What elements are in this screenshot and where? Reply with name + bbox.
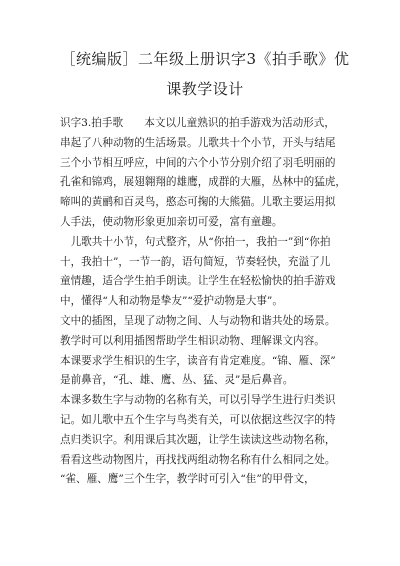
body-line: 是前鼻音，“孔、雄、鹰、丛、猛、灵”是后鼻音。 — [60, 374, 294, 387]
body-line: 文中的插图，呈现了动物之间、人与动物和谐共处的场景。 — [60, 314, 336, 327]
body-line: 人手法，使动物形象更加亲切可爱，富有童趣。 — [60, 215, 283, 228]
body-line: 教学时可以利用插图帮助学生相识动物、理解课文内容。 — [60, 334, 325, 347]
body-line: 点归类识字。利用课后其次题，让学生读读这些动物名称， — [60, 433, 336, 446]
body-line: 三个小节相互呼应，中间的六个小节分别介绍了羽毛明丽的 — [60, 156, 336, 169]
body-line: 记。如儿歌中五个生字与鸟类有关，可以依据这些汉字的特 — [60, 413, 336, 426]
body-line: 童情趣，适合学生拍手朗读。让学生在轻松愉快的拍手游戏 — [60, 275, 336, 288]
body-line: 本课多数生字与动物的名称有关，可以引导学生进行归类识 — [60, 394, 336, 407]
body-line: 识字3.拍手歌 本文以儿童熟识的拍手游戏为活动形式， — [60, 117, 335, 129]
body-line: 本课要求学生相识的生字，读音有肯定难度。“锦、雁、深” — [60, 354, 336, 367]
body-line: “雀、雁、鹰”三个生字，教学时可引入“隹”的甲骨文， — [60, 473, 315, 486]
body-line: 啼叫的黄鹂和百灵鸟，憨态可掬的大熊猫。儿歌主要运用拟 — [60, 196, 336, 209]
document-body — [60, 114, 348, 490]
body-line: 孔雀和锦鸡，展翅翱翔的雄鹰，成群的大雁，丛林中的猛虎， — [60, 176, 347, 189]
body-line: 十，我拍十”，一节一韵，语句简短，节奏轻快，充溢了儿 — [60, 255, 331, 268]
body-line: 串起了八种动物的生活场景。儿歌共十个小节，开头与结尾 — [60, 136, 336, 149]
body-line: 看看这些动物图片，再找找两组动物名称有什么相同之处。 — [60, 453, 336, 466]
body-line: 儿歌共十小节，句式整齐，从“你拍一，我拍一”到“你拍 — [60, 235, 331, 248]
title-line-1: ［统编版］二年级上册识字3《拍手歌》优 — [60, 50, 350, 68]
title-line-2: 课教学设计 — [166, 80, 244, 98]
body-line: 中，懂得“人和动物是挚友”“爱护动物是大事”。 — [60, 295, 283, 308]
